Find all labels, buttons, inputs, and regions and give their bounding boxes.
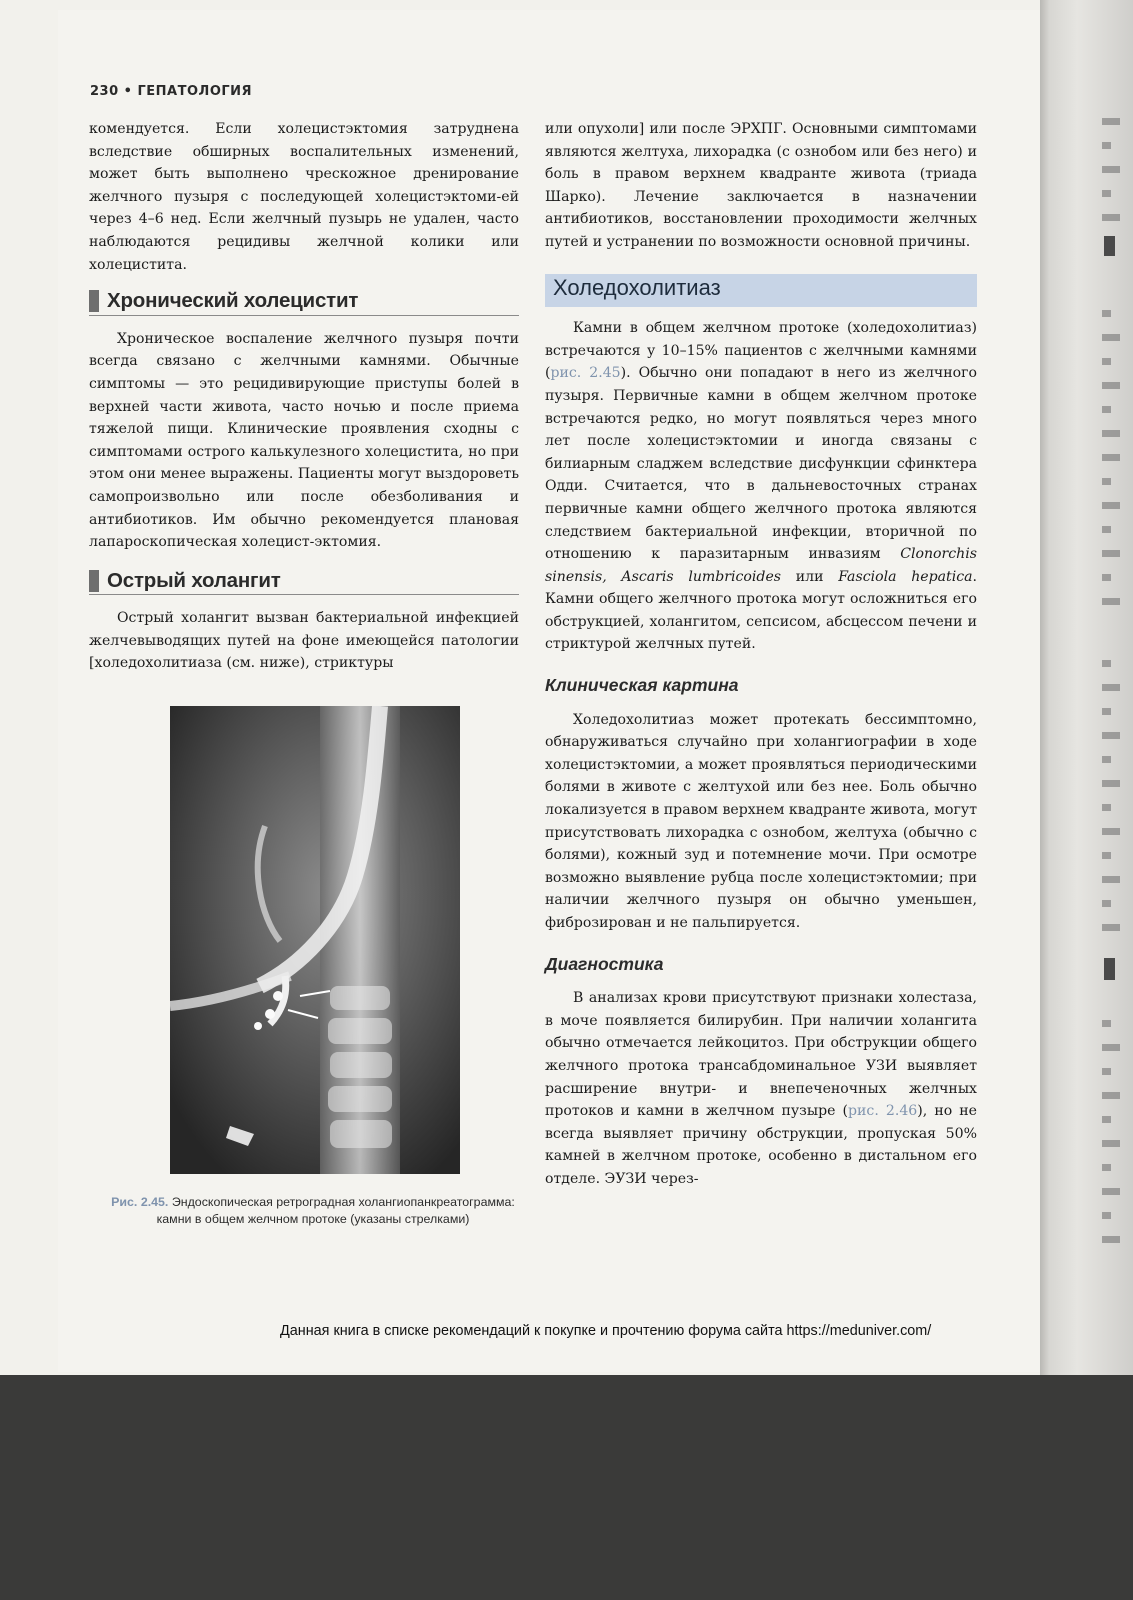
- footer-note: Данная книга в списке рекомендаций к покупке и прочтению форума сайта https://meduniver.com/: [280, 1323, 932, 1339]
- species-name: Clonorchis sinensis, Ascaris lumbricoides: [545, 546, 977, 585]
- page-number: 230: [90, 84, 119, 99]
- paragraph-clinical-picture: Холедохолитиаз может протекать бессимптомно, обнаруживаться случайно при холангиографии в ходе холецистэктомии, а может проявляться периодическими болями в животе с желтухой или без нее. Боль обычно локализуется в правом верхнем квадранте живота, могут присутствовать лихорадка с ознобом, желтуха (обычно с болями), кожный зуд и потемнение мочи. При осмотре возможно выявление рубца после холецистэктомии; при наличии желчного пузыря он обычно уменьшен, фиброзирован и не пальпируется.: [545, 711, 978, 931]
- figure-reference-link[interactable]: рис. 2.46: [848, 1103, 918, 1120]
- ercp-xray-image: [170, 706, 460, 1174]
- heading-chronic-cholecystitis: [89, 290, 519, 316]
- separator-dot: •: [123, 84, 133, 99]
- figure-caption: [96, 1194, 530, 1228]
- left-column: [89, 118, 519, 675]
- adjacent-page-edge: [1040, 0, 1133, 1600]
- heading-choledocholithiasis: [545, 274, 977, 308]
- heading-text: Холедохолитиаз: [553, 274, 721, 300]
- right-column: [545, 118, 977, 1191]
- figure-label: Рис. 2.45.: [111, 1195, 169, 1209]
- paragraph-choledocholithiasis: Камни в общем желчном протоке (холедохолитиаз) встречаются у 10–15% пациентов с желчными камнями (рис. 2.45). Обычно они попадают в него из желчного пузыря. Первичные камни в общем желчном протоке встречаются редко, но могут появляться через много лет после холецистэктомии и иногда связаны с билиарным сладжем вследствие дисфункции сфинктера Одди. Считается, что в дальневосточных странах первичные камни общего желчного протока являются следствием бактериальной инфекции, вторичной по отношению к паразитарным инвазиям Clonorchis sinensis, Ascaris lumbricoides или Fasciola hepatica. Камни общего желчного протока могут осложниться его обструкцией, холангитом, сепсисом, абсцессом печени и стриктурой желчных путей.: [545, 320, 978, 653]
- section-title: ГЕПАТОЛОГИЯ: [137, 84, 253, 99]
- running-head: [90, 84, 252, 99]
- heading-text: Острый холангит: [107, 568, 281, 592]
- species-name: Fasciola hepatica: [838, 568, 973, 585]
- heading-acute-cholangitis: [89, 570, 519, 596]
- intro-paragraph: комендуется. Если холецистэктомия затруднена вследствие обширных воспалительных изменений, может быть выполнено чрескожное дренирование желчного пузыря с последующей холецистэктоми-ей через 4–6 нед. Если желчный пузырь не удален, часто наблюдаются рецидивы желчной колики или холецистита.: [89, 121, 519, 273]
- figure-reference-link[interactable]: рис. 2.45: [550, 365, 621, 382]
- figure-caption-text: Эндоскопическая ретроградная холангиопанкреатограмма: камни в общем желчном протоке (указаны стрелками): [156, 1195, 515, 1226]
- subheading-clinical-picture: Клиническая картина: [545, 675, 739, 696]
- heading-marker: [89, 290, 99, 312]
- paragraph-acute-cholangitis: Острый холангит вызван бактериальной инфекцией желчевыводящих путей на фоне имеющейся патологии [холедохолитиаза (см. ниже), стриктуры: [89, 610, 519, 672]
- paragraph-chronic-cholecystitis: Хроническое воспаление желчного пузыря почти всегда связано с желчными камнями. Обычные симптомы — это рецидивирующие приступы болей в верхней части живота, часто ночью и после приема тяжелой пищи. Клинические проявления сходны с симптомами острого калькулезного холецистита, но при этом они менее выражены. Пациенты могут выздороветь самопроизвольно или после обезболивания и антибиотиков. Им обычно рекомендуется плановая лапароскопическая холецист-эктомия.: [89, 330, 519, 551]
- xray-illustration: [170, 706, 460, 1174]
- heading-marker: [89, 570, 99, 592]
- paragraph-diagnostics: В анализах крови присутствуют признаки холестаза, в моче появляется билирубин. При наличии холангита обычно отмечается лейкоцитоз. При обструкции общего желчного протока трансабдоминальное УЗИ выявляет расширение внутри- и внепеченочных желчных протоков и камни в желчном пузыре (рис. 2.46), но не всегда выявляет причину обструкции, пропуская 50% камней в желчном протоке, особенно в дистальном его отделе. ЭУЗИ через-: [545, 990, 978, 1187]
- heading-text: Хронический холецистит: [107, 289, 359, 313]
- continuation-paragraph: или опухоли] или после ЭРХПГ. Основными симптомами являются желтуха, лихорадка (с ознобом или без него) и боль в правом верхнем квадранте живота (триада Шарко). Лечение заключается в назначении антибиотиков, восстановлении проходимости желчных путей и устранении по возможности основной причины.: [545, 121, 977, 250]
- subheading-diagnostics: Диагностика: [545, 953, 664, 974]
- scanner-dark-band: [0, 1375, 1133, 1600]
